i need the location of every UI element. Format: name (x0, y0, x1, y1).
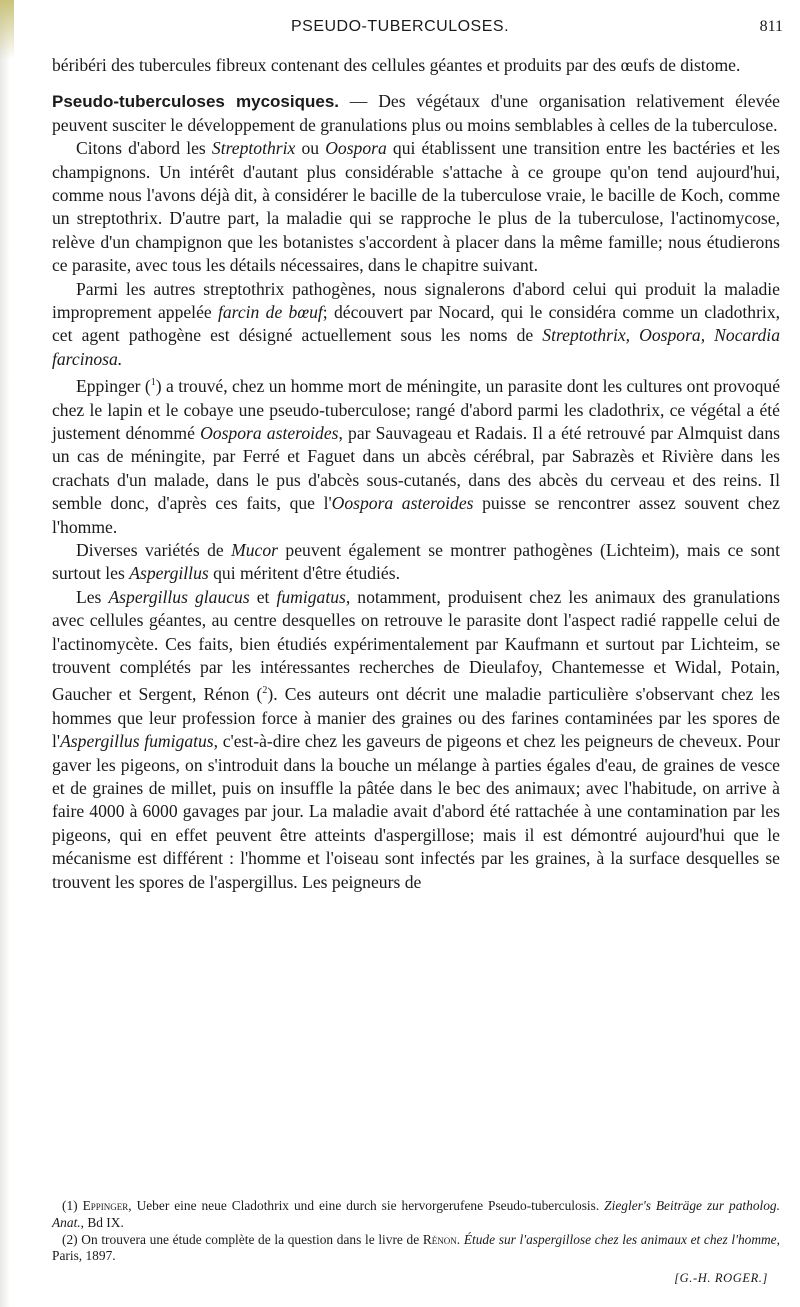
text-run: — Des végétaux d'une organisation relativement élevée peuvent susciter le développement de granulations plus ou moins semblables à celles de la tuberculose. (52, 91, 780, 135)
italic-term: Ziegler's Beiträge zur patholog. Anat. (52, 1198, 780, 1230)
text-run: , par Sauvageau et Radais. Il a été retrouvé par Almquist dans un cas de méningite, par Ferré et Faguet dans un abcès cérébral, par Sabrazès et Rivière dans les crachats d'un malade, dans le pus d'abcès sous-cutanés, dans des abcès du cerveau et des reins. Il semble donc, d'après ces faits, que l' (52, 422, 780, 514)
text-run: ) a trouvé, chez un homme mort de méningite, un parasite dont les cultures ont provoqué chez le lapin et le cobaye une pseudo-tuberculose; rangé d'abord parmi les cladothrix, ce végétal a été justement dénommé (52, 376, 781, 443)
running-header (0, 18, 800, 44)
text-run: ). Ces auteurs ont décrit une maladie particulière s'observant chez les hommes que leur profession force à manier des graines ou des farines contaminées par les spores de l' (52, 684, 781, 752)
text-run: Eppinger ( (76, 376, 151, 397)
text-run: qui méritent d'être étudiés. (208, 563, 400, 584)
text-run: Les (76, 586, 109, 607)
italic-term: Oospora asteroides (200, 422, 339, 443)
italic-term: Oospora (325, 138, 387, 159)
footnote-mark: (2) (62, 1231, 78, 1247)
paragraph-5 (52, 371, 780, 539)
paragraph-6 (52, 539, 780, 586)
text-run: et (249, 586, 277, 607)
text-run: ou (295, 138, 326, 159)
italic-term: Oospora asteroides (331, 493, 474, 514)
footnote-1 (52, 1198, 780, 1232)
text-run: . (456, 1231, 464, 1247)
text-run: Parmi les autres streptothrix pathogènes, nous signalerons d'abord celui qui produit la maladie improprement appelée (52, 278, 780, 323)
paragraph-7 (52, 586, 780, 894)
text-run: ; découvert par Nocard, qui le considéra comme un cladothrix, cet agent pathogène est désigné actuellement sous les noms de (52, 302, 781, 346)
paragraph-2 (52, 90, 780, 137)
page-number: 811 (759, 18, 783, 35)
text-run: , Ueber eine neue Cladothrix und eine durch sie hervorgerufene Pseudo-tuberculosis. (128, 1198, 605, 1213)
footnote-ref: 1 (150, 377, 156, 389)
footnote-mark: (1) (62, 1198, 78, 1213)
italic-term: Mucor (231, 539, 279, 560)
paragraph-1 (52, 54, 780, 77)
footnote-author: Eppinger (82, 1198, 129, 1213)
text-run: puisse se rencontrer assez souvent chez l'homme. (52, 493, 780, 537)
italic-term: Aspergillus fumigatus (60, 731, 214, 752)
italic-term: Streptothrix (211, 138, 296, 159)
section-heading: Pseudo-tuberculoses mycosiques. (52, 92, 339, 112)
text-run: Diverses variétés de (76, 539, 232, 560)
paragraph-4 (52, 278, 780, 372)
italic-term: fumigatus (276, 586, 346, 607)
text-run: béribéri des tubercules fibreux contenant des cellules géantes et produits par des œufs de distome. (52, 55, 741, 75)
italic-term: Étude sur l'aspergillose chez les animaux et chez l'homme (463, 1231, 777, 1247)
paragraph-3 (52, 137, 780, 277)
italic-term: Streptothrix, Oospora, Nocardia farcinosa. (52, 325, 780, 369)
body-text (52, 54, 780, 894)
footnotes (52, 1198, 780, 1265)
text-run: , Paris, 1897. (52, 1231, 780, 1264)
text-run: , notamment, produisent chez les animaux des granulations avec cellules géantes, au centre desquelles on retrouve le parasite dont l'aspect radié rappelle celui de l'actinomycète. Ces faits, bien étudiés expérimentalement par Kaufmann et surtout par Lichteim, se trouvent complétés par les intéressantes recherches de Dieulafoy, Chantemesse et Widal, Potain, Gaucher et Sergent, Rénon ( (52, 586, 781, 705)
running-title: PSEUDO-TUBERCULOSES. (290, 18, 510, 35)
footnote-ref: 2 (262, 685, 268, 697)
footnote-2 (52, 1232, 780, 1266)
text-run: , c'est-à-dire chez les gaveurs de pigeons et chez les peigneurs de cheveux. Pour gaver les pigeons, on s'introduit dans la bouche un mélange à parties égales d'eau, de graines de vesce et de graines de millet, puis on insuffle la pâtée dans le bec des animaux; avec l'habitude, on arrive à faire 4000 à 6000 gavages par jour. La maladie avait d'abord été rattachée à une contamination par les pigeons, qui en effet peuvent être atteints d'aspergillose; mais il est démontré aujourd'hui que le mécanisme est différent : l'homme et l'oiseau sont infectés par les graines, à la surface desquelles se trouvent les spores de l'aspergillus. Les peigneurs de (52, 731, 780, 892)
text-run: peuvent également se montrer pathogènes (Lichteim), mais ce sont surtout les (52, 539, 780, 584)
italic-term: Aspergillus (129, 563, 209, 584)
text-run: , Bd IX. (80, 1214, 124, 1230)
text-run: On trouvera une étude complète de la question dans le livre de (77, 1231, 423, 1247)
text-run: Citons d'abord les (76, 138, 212, 159)
page-edge-shadow (0, 0, 10, 1307)
text-run: qui établissent une transition entre les bactéries et les champignons. Un intérêt d'autant plus considérable s'attache à ce groupe qu'on tend aujourd'hui, comme nous l'avons déjà dit, à considérer le bacille de la tuberculose vraie, le bacille de Koch, comme un streptothrix. D'autre part, la maladie qui se rapproche le plus de la tuberculose, l'actinomycose, relève d'un champignon que les botanistes s'accordent à placer dans la même famille; nous étudierons ce parasite, avec tous les détails nécessaires, dans le chapitre suivant. (52, 138, 781, 276)
footnote-author: Rénon (422, 1231, 457, 1247)
italic-term: Aspergillus glaucus (108, 586, 250, 607)
italic-term: farcin de bœuf (217, 302, 323, 323)
author-signature: [G.-H. ROGER.] (674, 1271, 768, 1285)
